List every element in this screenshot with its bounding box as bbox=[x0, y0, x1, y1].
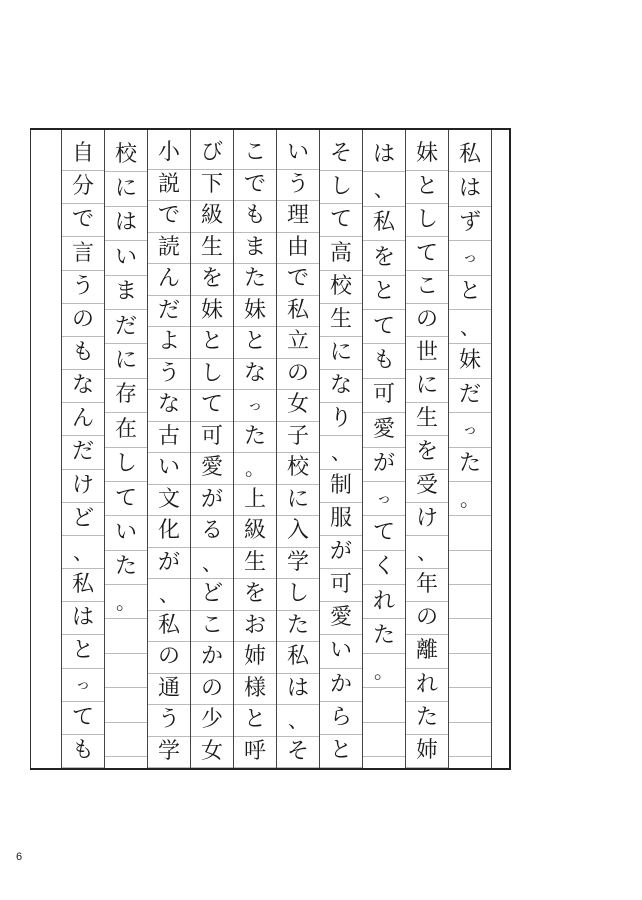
manuscript-char: と bbox=[234, 705, 276, 737]
manuscript-char: ま bbox=[234, 233, 276, 265]
manuscript-char: の bbox=[62, 304, 104, 337]
manuscript-char: 在 bbox=[105, 413, 147, 447]
manuscript-line bbox=[147, 130, 191, 768]
manuscript-char: っ bbox=[62, 669, 104, 702]
manuscript-char: ら bbox=[320, 702, 362, 735]
manuscript-char: 校 bbox=[320, 271, 362, 304]
manuscript-char: 生 bbox=[320, 304, 362, 337]
manuscript-char: て bbox=[363, 516, 405, 550]
manuscript-char: 世 bbox=[406, 337, 448, 370]
manuscript-char: 由 bbox=[277, 233, 319, 265]
manuscript-char: 学 bbox=[277, 548, 319, 580]
manuscript-char: と bbox=[320, 735, 362, 768]
manuscript-char: に bbox=[406, 370, 448, 403]
manuscript-char: 私 bbox=[148, 611, 190, 643]
manuscript-char: 小 bbox=[148, 138, 190, 170]
manuscript-line bbox=[319, 130, 363, 768]
manuscript-char: は bbox=[105, 207, 147, 241]
manuscript-char: っ bbox=[363, 482, 405, 516]
manuscript-char: 、 bbox=[191, 548, 233, 580]
manuscript-empty-cell bbox=[449, 723, 491, 757]
manuscript-char: こ bbox=[191, 611, 233, 643]
manuscript-char: 妹 bbox=[449, 344, 491, 378]
manuscript-char: を bbox=[191, 264, 233, 296]
manuscript-char: に bbox=[320, 337, 362, 370]
manuscript-char: 自 bbox=[62, 138, 104, 171]
manuscript-char: も bbox=[62, 337, 104, 370]
manuscript-char: い bbox=[320, 635, 362, 668]
manuscript-empty-cell bbox=[449, 654, 491, 688]
manuscript-empty-cell bbox=[449, 516, 491, 550]
manuscript-char: う bbox=[277, 170, 319, 202]
manuscript-line bbox=[190, 130, 234, 768]
manuscript-char: 女 bbox=[191, 737, 233, 769]
manuscript-char: 下 bbox=[191, 170, 233, 202]
manuscript-char: 級 bbox=[191, 201, 233, 233]
manuscript-char: く bbox=[363, 551, 405, 585]
manuscript-char: 、 bbox=[148, 579, 190, 611]
manuscript-char: な bbox=[320, 370, 362, 403]
manuscript-char: ど bbox=[62, 503, 104, 536]
manuscript-char: 私 bbox=[277, 296, 319, 328]
manuscript-char: い bbox=[277, 138, 319, 170]
manuscript-char: よ bbox=[148, 327, 190, 359]
manuscript-char: 私 bbox=[363, 207, 405, 241]
manuscript-char: の bbox=[191, 674, 233, 706]
manuscript-char: け bbox=[406, 503, 448, 536]
manuscript-char: か bbox=[191, 642, 233, 674]
manuscript-char: 様 bbox=[234, 674, 276, 706]
manuscript-char: な bbox=[62, 370, 104, 403]
manuscript-char: に bbox=[105, 172, 147, 206]
manuscript-char: 生 bbox=[191, 233, 233, 265]
manuscript-char: 子 bbox=[277, 422, 319, 454]
manuscript-char: 。 bbox=[363, 654, 405, 688]
manuscript-char: そ bbox=[277, 737, 319, 769]
manuscript-char: け bbox=[62, 470, 104, 503]
manuscript-char: を bbox=[234, 579, 276, 611]
manuscript-char: も bbox=[363, 344, 405, 378]
manuscript-char: っ bbox=[234, 390, 276, 422]
manuscript-char: ん bbox=[148, 264, 190, 296]
manuscript-char: の bbox=[406, 304, 448, 337]
manuscript-empty-cell bbox=[105, 654, 147, 688]
manuscript-char: だ bbox=[105, 310, 147, 344]
manuscript-char: 高 bbox=[320, 237, 362, 270]
manuscript-empty-cell bbox=[105, 688, 147, 722]
manuscript-char: た bbox=[234, 422, 276, 454]
manuscript-char: は bbox=[277, 674, 319, 706]
manuscript-char: て bbox=[363, 310, 405, 344]
manuscript-char: い bbox=[105, 241, 147, 275]
manuscript-line bbox=[61, 130, 105, 768]
manuscript-empty-cell bbox=[449, 585, 491, 619]
manuscript-char: 愛 bbox=[363, 413, 405, 447]
manuscript-char: し bbox=[320, 171, 362, 204]
manuscript-char: 愛 bbox=[320, 602, 362, 635]
manuscript-char: が bbox=[191, 485, 233, 517]
manuscript-char: 級 bbox=[234, 516, 276, 548]
manuscript-char: 生 bbox=[234, 548, 276, 580]
manuscript-char: と bbox=[234, 327, 276, 359]
manuscript-char: て bbox=[191, 390, 233, 422]
manuscript-char: は bbox=[62, 602, 104, 635]
manuscript-char: う bbox=[148, 705, 190, 737]
manuscript-char: が bbox=[148, 548, 190, 580]
sheet-border-left bbox=[30, 130, 31, 768]
manuscript-char: か bbox=[320, 669, 362, 702]
manuscript-char: で bbox=[148, 201, 190, 233]
manuscript-char: り bbox=[320, 403, 362, 436]
manuscript-char: 上 bbox=[234, 485, 276, 517]
manuscript-char: ず bbox=[449, 207, 491, 241]
manuscript-char: は bbox=[363, 138, 405, 172]
manuscript-char: び bbox=[191, 138, 233, 170]
manuscript-char: 、 bbox=[277, 705, 319, 737]
manuscript-char: っ bbox=[449, 413, 491, 447]
manuscript-char: 言 bbox=[62, 237, 104, 270]
manuscript-char: 分 bbox=[62, 171, 104, 204]
manuscript-char: と bbox=[191, 327, 233, 359]
manuscript-char: た bbox=[105, 551, 147, 585]
manuscript-char: て bbox=[105, 482, 147, 516]
manuscript-char: た bbox=[277, 611, 319, 643]
manuscript-char: と bbox=[406, 171, 448, 204]
manuscript-char: 通 bbox=[148, 674, 190, 706]
manuscript-char: る bbox=[191, 516, 233, 548]
manuscript-char: 読 bbox=[148, 233, 190, 265]
manuscript-char: 。 bbox=[449, 482, 491, 516]
manuscript-char: だ bbox=[449, 379, 491, 413]
manuscript-char: と bbox=[449, 276, 491, 310]
manuscript-empty-cell bbox=[105, 619, 147, 653]
manuscript-char: こ bbox=[234, 138, 276, 170]
manuscript-line bbox=[362, 130, 406, 768]
manuscript-char: っ bbox=[449, 241, 491, 275]
manuscript-line bbox=[276, 130, 320, 768]
manuscript-char: 古 bbox=[148, 422, 190, 454]
manuscript-char: 立 bbox=[277, 327, 319, 359]
manuscript-empty-cell bbox=[363, 688, 405, 722]
manuscript-char: い bbox=[148, 453, 190, 485]
manuscript-char: ん bbox=[62, 403, 104, 436]
manuscript-char: こ bbox=[406, 271, 448, 304]
manuscript-char: 呼 bbox=[234, 737, 276, 769]
manuscript-empty-cell bbox=[449, 688, 491, 722]
manuscript-char: 生 bbox=[406, 403, 448, 436]
sheet-border-right bbox=[509, 130, 511, 768]
manuscript-char: で bbox=[277, 264, 319, 296]
manuscript-char: 、 bbox=[320, 436, 362, 469]
manuscript-char: 制 bbox=[320, 470, 362, 503]
manuscript-char: 可 bbox=[191, 422, 233, 454]
manuscript-char: は bbox=[449, 172, 491, 206]
manuscript-char: で bbox=[234, 170, 276, 202]
manuscript-char: し bbox=[191, 359, 233, 391]
manuscript-char: 。 bbox=[234, 453, 276, 485]
manuscript-char: 校 bbox=[105, 138, 147, 172]
manuscript-char: 私 bbox=[449, 138, 491, 172]
manuscript-char: ど bbox=[191, 579, 233, 611]
manuscript-char: 化 bbox=[148, 516, 190, 548]
manuscript-char: 姉 bbox=[406, 735, 448, 768]
manuscript-char: 女 bbox=[277, 390, 319, 422]
manuscript-char: た bbox=[449, 448, 491, 482]
manuscript-char: 学 bbox=[148, 737, 190, 769]
manuscript-char: 妹 bbox=[406, 138, 448, 171]
manuscript-char: を bbox=[363, 241, 405, 275]
manuscript-char: 存 bbox=[105, 379, 147, 413]
manuscript-char: 文 bbox=[148, 485, 190, 517]
manuscript-char: 可 bbox=[320, 569, 362, 602]
manuscript-char: て bbox=[320, 204, 362, 237]
manuscript-char: な bbox=[148, 390, 190, 422]
manuscript-char: 、 bbox=[449, 310, 491, 344]
manuscript-char: に bbox=[277, 485, 319, 517]
manuscript-char: た bbox=[406, 702, 448, 735]
manuscript-char: 校 bbox=[277, 453, 319, 485]
manuscript-char: と bbox=[363, 276, 405, 310]
manuscript-char: 妹 bbox=[191, 296, 233, 328]
manuscript-char: に bbox=[105, 344, 147, 378]
manuscript-char: 、 bbox=[363, 172, 405, 206]
manuscript-char: を bbox=[406, 436, 448, 469]
manuscript-char: だ bbox=[62, 436, 104, 469]
page-number: 6 bbox=[16, 851, 23, 863]
manuscript-char: し bbox=[105, 448, 147, 482]
manuscript-char: 受 bbox=[406, 470, 448, 503]
manuscript-char: 説 bbox=[148, 170, 190, 202]
manuscript-char: 愛 bbox=[191, 453, 233, 485]
manuscript-char: の bbox=[148, 642, 190, 674]
manuscript-char: て bbox=[406, 237, 448, 270]
manuscript-char: 離 bbox=[406, 635, 448, 668]
manuscript-char: う bbox=[62, 271, 104, 304]
manuscript-char: 服 bbox=[320, 503, 362, 536]
manuscript-char: お bbox=[234, 611, 276, 643]
manuscript-char: た bbox=[234, 264, 276, 296]
manuscript-char: で bbox=[62, 204, 104, 237]
manuscript-char: も bbox=[62, 735, 104, 768]
manuscript-char: し bbox=[277, 579, 319, 611]
manuscript-char: そ bbox=[320, 138, 362, 171]
manuscript-line bbox=[233, 130, 277, 768]
manuscript-char: 姉 bbox=[234, 642, 276, 674]
manuscript-line bbox=[405, 130, 449, 768]
manuscript-char: 少 bbox=[191, 705, 233, 737]
manuscript-char: れ bbox=[406, 669, 448, 702]
manuscript-char: た bbox=[363, 619, 405, 653]
manuscript-line bbox=[104, 130, 148, 768]
manuscript-char: 、 bbox=[406, 536, 448, 569]
manuscript-char: の bbox=[406, 602, 448, 635]
manuscript-char: ま bbox=[105, 276, 147, 310]
manuscript-char: と bbox=[62, 635, 104, 668]
manuscript-char: の bbox=[277, 359, 319, 391]
manuscript-char: 、 bbox=[62, 536, 104, 569]
manuscript-char: う bbox=[148, 359, 190, 391]
manuscript-empty-cell bbox=[449, 619, 491, 653]
manuscript-line bbox=[448, 130, 492, 768]
manuscript-char: し bbox=[406, 204, 448, 237]
manuscript-empty-cell bbox=[363, 723, 405, 757]
manuscript-char: 可 bbox=[363, 379, 405, 413]
manuscript-char: 妹 bbox=[234, 296, 276, 328]
manuscript-char: て bbox=[62, 702, 104, 735]
manuscript-char: れ bbox=[363, 585, 405, 619]
manuscript-char: 理 bbox=[277, 201, 319, 233]
manuscript-char: 。 bbox=[105, 585, 147, 619]
manuscript-sheet bbox=[30, 128, 511, 770]
manuscript-char: な bbox=[234, 359, 276, 391]
manuscript-char: も bbox=[234, 201, 276, 233]
manuscript-char: が bbox=[320, 536, 362, 569]
manuscript-char: 私 bbox=[277, 642, 319, 674]
manuscript-char: 年 bbox=[406, 569, 448, 602]
manuscript-char: 私 bbox=[62, 569, 104, 602]
manuscript-empty-cell bbox=[449, 551, 491, 585]
manuscript-empty-cell bbox=[105, 723, 147, 757]
manuscript-char: が bbox=[363, 448, 405, 482]
manuscript-char: だ bbox=[148, 296, 190, 328]
manuscript-char: い bbox=[105, 516, 147, 550]
manuscript-char: 入 bbox=[277, 516, 319, 548]
